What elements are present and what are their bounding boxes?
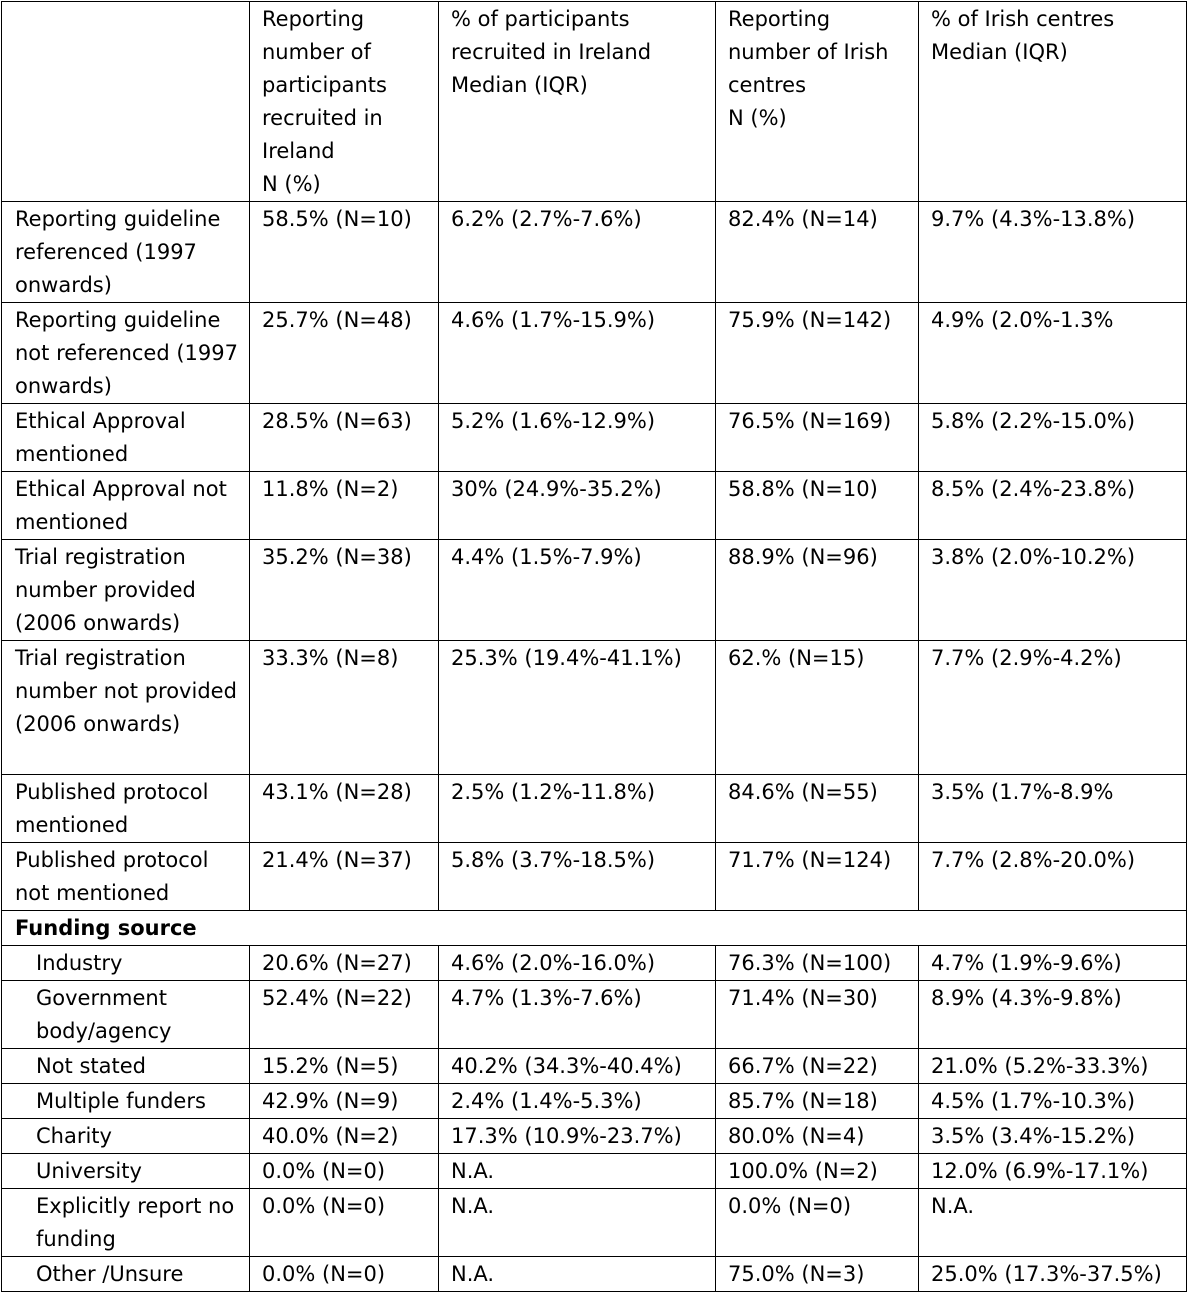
table-cell: 4.6% (2.0%-16.0%)	[439, 946, 716, 981]
row-label: Explicitly report no funding	[2, 1189, 250, 1257]
table-row	[2, 540, 1187, 641]
table-cell: 35.2% (N=38)	[250, 540, 439, 641]
table-cell: 2.4% (1.4%-5.3%)	[439, 1084, 716, 1119]
table-cell: 76.3% (N=100)	[716, 946, 919, 981]
table-cell: 8.5% (2.4%-23.8%)	[919, 472, 1187, 540]
row-label: Multiple funders	[2, 1084, 250, 1119]
table-cell: 84.6% (N=55)	[716, 775, 919, 843]
table-cell: 58.5% (N=10)	[250, 202, 439, 303]
table-cell: 3.5% (3.4%-15.2%)	[919, 1119, 1187, 1154]
table-row	[2, 472, 1187, 540]
table-cell: 28.5% (N=63)	[250, 404, 439, 472]
table-row	[2, 303, 1187, 404]
table-cell: 5.8% (3.7%-18.5%)	[439, 843, 716, 911]
table-cell: 7.7% (2.8%-20.0%)	[919, 843, 1187, 911]
row-label: Industry	[2, 946, 250, 981]
table-cell: 88.9% (N=96)	[716, 540, 919, 641]
row-label: Government body/agency	[2, 981, 250, 1049]
table-cell: 4.5% (1.7%-10.3%)	[919, 1084, 1187, 1119]
row-label: Ethical Approval mentioned	[2, 404, 250, 472]
table-cell: 66.7% (N=22)	[716, 1049, 919, 1084]
table-row	[2, 1119, 1187, 1154]
row-label: Reporting guideline referenced (1997 onwards)	[2, 202, 250, 303]
table-cell: 0.0% (N=0)	[250, 1189, 439, 1257]
table-cell: 4.4% (1.5%-7.9%)	[439, 540, 716, 641]
table-cell: 62.% (N=15)	[716, 641, 919, 775]
header-row	[2, 2, 1187, 202]
table-cell: 4.9% (2.0%-1.3%	[919, 303, 1187, 404]
table-row	[2, 843, 1187, 911]
row-label: Ethical Approval not mentioned	[2, 472, 250, 540]
table-cell: 25.3% (19.4%-41.1%)	[439, 641, 716, 775]
table-cell: 15.2% (N=5)	[250, 1049, 439, 1084]
table-cell: 3.8% (2.0%-10.2%)	[919, 540, 1187, 641]
table-cell: 71.4% (N=30)	[716, 981, 919, 1049]
row-label: Published protocol not mentioned	[2, 843, 250, 911]
table-cell: 20.6% (N=27)	[250, 946, 439, 981]
table-row	[2, 1049, 1187, 1084]
table-cell: 4.6% (1.7%-15.9%)	[439, 303, 716, 404]
table-cell: 17.3% (10.9%-23.7%)	[439, 1119, 716, 1154]
table-cell: 6.2% (2.7%-7.6%)	[439, 202, 716, 303]
table-cell: 30% (24.9%-35.2%)	[439, 472, 716, 540]
table-cell: 0.0% (N=0)	[250, 1257, 439, 1292]
table-row	[2, 981, 1187, 1049]
section-title: Funding source	[2, 911, 1187, 946]
table-cell: 33.3% (N=8)	[250, 641, 439, 775]
table-cell: 0.0% (N=0)	[716, 1189, 919, 1257]
table-row	[2, 946, 1187, 981]
table-cell: 25.7% (N=48)	[250, 303, 439, 404]
table-cell: N.A.	[439, 1189, 716, 1257]
table-cell: 7.7% (2.9%-4.2%)	[919, 641, 1187, 775]
table-cell: 0.0% (N=0)	[250, 1154, 439, 1189]
table-cell: 82.4% (N=14)	[716, 202, 919, 303]
header-cell-participants-median: % of participants recruited in Ireland Median (IQR)	[439, 2, 716, 202]
row-label: Reporting guideline not referenced (1997 onwards)	[2, 303, 250, 404]
table-cell: 5.2% (1.6%-12.9%)	[439, 404, 716, 472]
table-cell: 58.8% (N=10)	[716, 472, 919, 540]
row-label: Published protocol mentioned	[2, 775, 250, 843]
header-cell-participants-reporting: Reporting number of participants recruited in Ireland N (%)	[250, 2, 439, 202]
table-row	[2, 1189, 1187, 1257]
table-cell: 25.0% (17.3%-37.5%)	[919, 1257, 1187, 1292]
header-cell-centres-median: % of Irish centres Median (IQR)	[919, 2, 1187, 202]
header-cell-centres-reporting: Reporting number of Irish centres N (%)	[716, 2, 919, 202]
table-cell: 42.9% (N=9)	[250, 1084, 439, 1119]
table-cell: 71.7% (N=124)	[716, 843, 919, 911]
table-cell: 40.0% (N=2)	[250, 1119, 439, 1154]
table-cell: 85.7% (N=18)	[716, 1084, 919, 1119]
table-cell: 52.4% (N=22)	[250, 981, 439, 1049]
row-label: University	[2, 1154, 250, 1189]
table-cell: 75.0% (N=3)	[716, 1257, 919, 1292]
table-cell: 9.7% (4.3%-13.8%)	[919, 202, 1187, 303]
header-cell-empty	[2, 2, 250, 202]
table-cell: N.A.	[439, 1154, 716, 1189]
section-row-funding	[2, 911, 1187, 946]
table-cell: 75.9% (N=142)	[716, 303, 919, 404]
table-cell: N.A.	[919, 1189, 1187, 1257]
row-label: Trial registration number provided (2006 onwards)	[2, 540, 250, 641]
table-cell: 76.5% (N=169)	[716, 404, 919, 472]
table-cell: 40.2% (34.3%-40.4%)	[439, 1049, 716, 1084]
table-cell: 4.7% (1.3%-7.6%)	[439, 981, 716, 1049]
table-cell: 12.0% (6.9%-17.1%)	[919, 1154, 1187, 1189]
table-cell: 100.0% (N=2)	[716, 1154, 919, 1189]
table-cell: 4.7% (1.9%-9.6%)	[919, 946, 1187, 981]
table-row	[2, 775, 1187, 843]
table-cell: 21.0% (5.2%-33.3%)	[919, 1049, 1187, 1084]
table-cell: 5.8% (2.2%-15.0%)	[919, 404, 1187, 472]
table-cell: 21.4% (N=37)	[250, 843, 439, 911]
table-cell: 43.1% (N=28)	[250, 775, 439, 843]
table-row	[2, 404, 1187, 472]
table-cell: 11.8% (N=2)	[250, 472, 439, 540]
row-label: Trial registration number not provided (2006 onwards)	[2, 641, 250, 775]
results-table	[1, 1, 1187, 1292]
row-label: Other /Unsure	[2, 1257, 250, 1292]
table-cell: 80.0% (N=4)	[716, 1119, 919, 1154]
table-cell: N.A.	[439, 1257, 716, 1292]
table-row	[2, 1257, 1187, 1292]
table-cell: 2.5% (1.2%-11.8%)	[439, 775, 716, 843]
table-row	[2, 1154, 1187, 1189]
table-row	[2, 1084, 1187, 1119]
table-row	[2, 641, 1187, 775]
table-cell: 8.9% (4.3%-9.8%)	[919, 981, 1187, 1049]
table-row	[2, 202, 1187, 303]
row-label: Charity	[2, 1119, 250, 1154]
table-cell: 3.5% (1.7%-8.9%	[919, 775, 1187, 843]
row-label: Not stated	[2, 1049, 250, 1084]
